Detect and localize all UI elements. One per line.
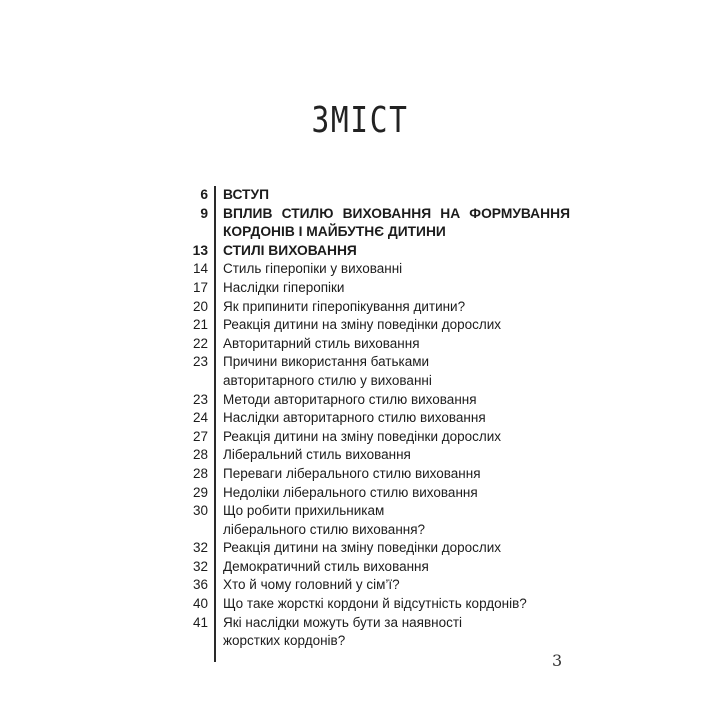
toc-entry-text: СТИЛІ ВИХОВАННЯ <box>223 242 357 258</box>
toc-entry <box>170 446 570 465</box>
toc-page-number: 23 <box>192 391 208 407</box>
toc-page-number: 17 <box>192 279 208 295</box>
toc-entry-text: Наслідки авторитарного стилю виховання <box>223 410 486 426</box>
toc-page-number: 40 <box>192 596 208 612</box>
toc-page-number: 24 <box>192 410 208 426</box>
toc-entry <box>170 242 570 261</box>
toc-entry <box>170 502 570 539</box>
toc-page-number: 30 <box>192 503 208 519</box>
toc-entry <box>170 614 570 651</box>
toc-entry-text: Що таке жорсткі кордони й відсутність кордонів? <box>223 596 527 612</box>
toc-page-number: 29 <box>192 484 208 500</box>
toc-entry <box>170 298 570 317</box>
toc-entry-text: Ліберальний стиль виховання <box>223 447 411 463</box>
toc-page-number: 28 <box>192 465 208 481</box>
toc-entry-text: Демократичний стиль виховання <box>223 558 429 574</box>
toc-entry-text: Наслідки гіперопіки <box>223 279 345 295</box>
toc-entry-text: Стиль гіперопіки у вихованні <box>223 261 403 277</box>
toc-entry-text: Методи авторитарного стилю виховання <box>223 391 477 407</box>
toc-entry-text: ВСТУП <box>223 187 269 202</box>
toc-entry-text: Реакція дитини на зміну поведінки дорослих <box>223 428 502 444</box>
toc-entry <box>170 539 570 558</box>
toc-page-number: 20 <box>192 298 208 314</box>
table-of-contents <box>170 186 570 651</box>
toc-entry <box>170 558 570 577</box>
toc-entry-text: Що робити прихильникам ліберального стилю виховання? <box>223 503 426 537</box>
page-title: ЗМІСТ <box>311 100 409 141</box>
toc-entry-text: Авторитарний стиль виховання <box>223 335 420 351</box>
toc-page-number: 6 <box>200 187 208 202</box>
toc-entry-text: Реакція дитини на зміну поведінки дорослих <box>223 540 502 556</box>
toc-page-number: 9 <box>200 205 208 221</box>
toc-entry <box>170 279 570 298</box>
toc-entry <box>170 595 570 614</box>
toc-page-number: 13 <box>192 242 208 258</box>
toc-entry-text: Хто й чому головний у сім’ї? <box>223 577 400 593</box>
toc-entry <box>170 428 570 447</box>
toc-entry <box>170 316 570 335</box>
toc-entry <box>170 205 570 242</box>
toc-page-number: 32 <box>192 540 208 556</box>
toc-page-number: 36 <box>192 577 208 593</box>
toc-page-number: 21 <box>192 317 208 333</box>
toc-page-number: 32 <box>192 558 208 574</box>
toc-entry-text: Реакція дитини на зміну поведінки дорослих <box>223 317 502 333</box>
toc-page-number: 27 <box>192 428 208 444</box>
toc-entry <box>170 409 570 428</box>
toc-entry <box>170 260 570 279</box>
toc-entry <box>170 391 570 410</box>
toc-entry <box>170 576 570 595</box>
toc-entry-text: Які наслідки можуть бути за наявності жорстких кордонів? <box>223 614 463 649</box>
toc-entry <box>170 484 570 503</box>
toc-entry-text: Переваги ліберального стилю виховання <box>223 465 481 481</box>
toc-page-number: 14 <box>192 261 208 277</box>
toc-entry <box>170 353 570 390</box>
toc-entry-text: Причини використання батьками авторитарного стилю у вихованні <box>223 354 432 388</box>
toc-page-number: 28 <box>192 447 208 463</box>
toc-entry-text: ВПЛИВ СТИЛЮ ВИХОВАННЯ НА ФОРМУВАННЯ КОРДОНІВ І МАЙБУТНЄ ДИТИНИ <box>223 205 570 240</box>
toc-page-number: 23 <box>192 354 208 370</box>
toc-entry <box>170 186 570 205</box>
toc-entry <box>170 335 570 354</box>
toc-entry <box>170 465 570 484</box>
toc-entry-text: Недоліки ліберального стилю виховання <box>223 484 478 500</box>
toc-page-number: 22 <box>192 335 208 351</box>
toc-page-number: 41 <box>192 614 208 630</box>
toc-entry-text: Як припинити гіперопікування дитини? <box>223 298 466 314</box>
page-number: 3 <box>552 651 563 670</box>
